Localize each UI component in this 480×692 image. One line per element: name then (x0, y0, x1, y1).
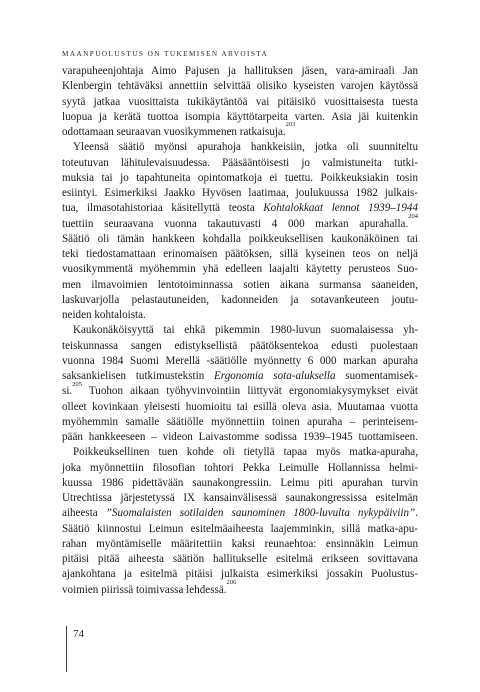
italic-title: ”Suomalaisten sotilaiden saunominen 1800-luvulta nykypäiviin” (105, 507, 416, 520)
text-run: voimien piirissä toimivassa lehdessä. (62, 583, 227, 596)
footnote-ref: 204 (408, 212, 418, 220)
text-line (62, 369, 418, 384)
text-line (62, 278, 418, 293)
footnote-ref: 206 (226, 578, 237, 586)
text-line (62, 110, 418, 125)
text-line (62, 156, 418, 171)
text-line (62, 506, 418, 521)
text-line (62, 537, 418, 552)
text-run: Säätiö oli tämän hankkeen kohdalla poikkeuksellisen kaukonäköinen tai (62, 232, 418, 245)
text-line (62, 212, 418, 232)
footnote-ref: 203 (285, 121, 296, 129)
text-line (62, 232, 418, 247)
text-line (62, 262, 418, 277)
text-run: toteutuvan lähitulevaisuudessa. Pääsääntöisesti jo valmistuneita tutki- (62, 156, 418, 169)
text-line (62, 186, 418, 201)
text-line (62, 415, 418, 430)
text-line (62, 121, 418, 140)
text-line (62, 430, 418, 445)
text-line (62, 247, 418, 262)
text-run: laskuvarjolla pelastautuneiden, kadonneiden ja sotavankeuteen joutu- (62, 293, 418, 306)
text-run: pitäisi pitää aiheesta säätiön hallitukselle esitelmä erikseen sovittavana (62, 553, 418, 565)
text-run: odottamaan seuraavan vuosikymmenen ratkaisuja. (62, 126, 286, 138)
text-run: vuonna 1984 Suomi Merellä -säätiölle myönnetty 6 000 markan apuraha (62, 354, 418, 367)
text-line (62, 95, 418, 110)
text-run: Tuohon aikaan työhyvinvointiin liittyvät ergonomiakysymykset eivät (81, 385, 418, 398)
text-run: vuosikymmentä myöhemmin yhä edelleen laajalti käytetty perusteos Suo- (62, 263, 418, 276)
text-line (62, 461, 418, 476)
text-line (62, 64, 418, 79)
text-run: rahan myöntämiselle määritettiin kaksi reunaehtoa: ensinnäkin Leimun (62, 537, 418, 550)
text-run: muksia tai jo tapahtuneita opintomatkoja ei tuettu. Poikkeuksiakin tosin (62, 171, 418, 184)
text-run: teki tiedostamattaan erinomaisen päätöksen, sillä kyseinen teos on neljä (62, 248, 418, 260)
text-line (62, 171, 418, 186)
text-line (62, 140, 418, 155)
text-run: saksankielisen tutkimustekstin (62, 370, 215, 382)
text-run: Klenbergin tehtäväksi annettiin selvittää olisiko kyseisten varojen käytössä (62, 80, 418, 93)
text-run: ajankohtana ja esitelmä pitäisi julkaista esimerkiksi jossakin Puolustus- (62, 568, 418, 581)
text-run: tua, ilmasotahistoriaa käsitellyttä teosta (62, 202, 264, 215)
text-line (62, 201, 418, 216)
text-run: Yleensä säätiö myönsi apurahoja hankkeisiin, jotka oli suunniteltu (73, 141, 418, 154)
page-number: 74 (73, 628, 84, 640)
text-line (62, 79, 418, 94)
text-run: Utrechtissa järjestetyssä IX kansainvälisessä saunakongressissa esitelmän (62, 492, 418, 504)
text-line (62, 552, 418, 567)
text-line (62, 476, 418, 491)
text-run: esiintyi. Esimerkiksi Jaakko Hyvösen laatimaa, joulukuussa 1982 julkais- (62, 187, 418, 199)
text-run: tuettiin seuraavana vuonna takautuvasti 4 000 markan apurahalla. (62, 217, 409, 230)
text-run: kuussa 1986 pidettävään saunakongressiin. Leimu piti apurahan turvin (62, 476, 418, 489)
page-number-rule (66, 626, 67, 672)
text-line (62, 567, 418, 582)
text-line (62, 308, 418, 323)
text-run: olleet kovinkaan yleisesti huomioitu tai esillä oleva asia. Muutamaa vuotta (62, 400, 418, 413)
text-run: varapuheenjohtaja Aimo Pajusen ja hallituksen jäsen, vara-amiraali Jan (62, 65, 418, 77)
text-run: . (415, 507, 418, 520)
text-line (62, 380, 418, 399)
footnote-ref: 205 (72, 380, 82, 388)
body-text (62, 64, 418, 598)
text-line (62, 445, 418, 460)
text-line (62, 491, 418, 506)
text-line (62, 323, 418, 338)
text-run: neiden kohtaloista. (62, 309, 146, 321)
text-run: men ilmavoimien lentotoiminnassa sotien aikana surmansa saaneiden, (62, 278, 418, 291)
text-line (62, 354, 418, 369)
text-run: aiheesta (62, 507, 106, 520)
text-run: pään hankkeeseen – videon Laivastomme sodissa 1939–1945 tuottamiseen. (62, 431, 418, 443)
text-line (62, 578, 418, 598)
text-run: Poikkeuksellinen tuen kohde oli tietyllä tapaa myös matka-apuraha, (73, 446, 418, 459)
italic-title: Kohtalokkaat lennot 1939–1944 (263, 202, 418, 215)
text-line (62, 522, 418, 537)
italic-title: Ergonomia sota-aluksella (214, 370, 336, 382)
text-run: syytä jatkaa vuosittaista tukikäytäntöä vai pitäisikö vuosittaisesta tuesta (62, 95, 418, 108)
text-line (62, 400, 418, 415)
text-line (62, 293, 418, 308)
running-head: MAANPUOLUSTUS ON TUKEMISEN ARVOISTA (62, 50, 269, 58)
text-run: teiskunnassa sangen edistyksellistä päätöksentekoa edusti puolestaan (62, 339, 418, 352)
text-run: si. (62, 385, 73, 398)
text-run: suomentamisek- (335, 370, 418, 382)
text-run: Säätiö kiinnostui Leimun esitelmäaiheesta laajemminkin, sillä matka-apu- (62, 522, 418, 535)
text-run: luopua ja kerätä tuottoa isompia käyttötarpeita varten. Asia jäi kuitenkin (62, 110, 418, 123)
text-run: joka myönnettiin filosofian tohtori Pekka Leimulle Hollannissa helmi- (62, 461, 418, 474)
text-run: myöhemmin samalle säätiölle myönnettiin toinen apuraha – perinteisem- (62, 415, 418, 428)
text-line (62, 339, 418, 354)
text-run: Kaukonäköisyyttä tai ehkä pikemmin 1980-luvun suomalaisessa yh- (73, 324, 418, 337)
